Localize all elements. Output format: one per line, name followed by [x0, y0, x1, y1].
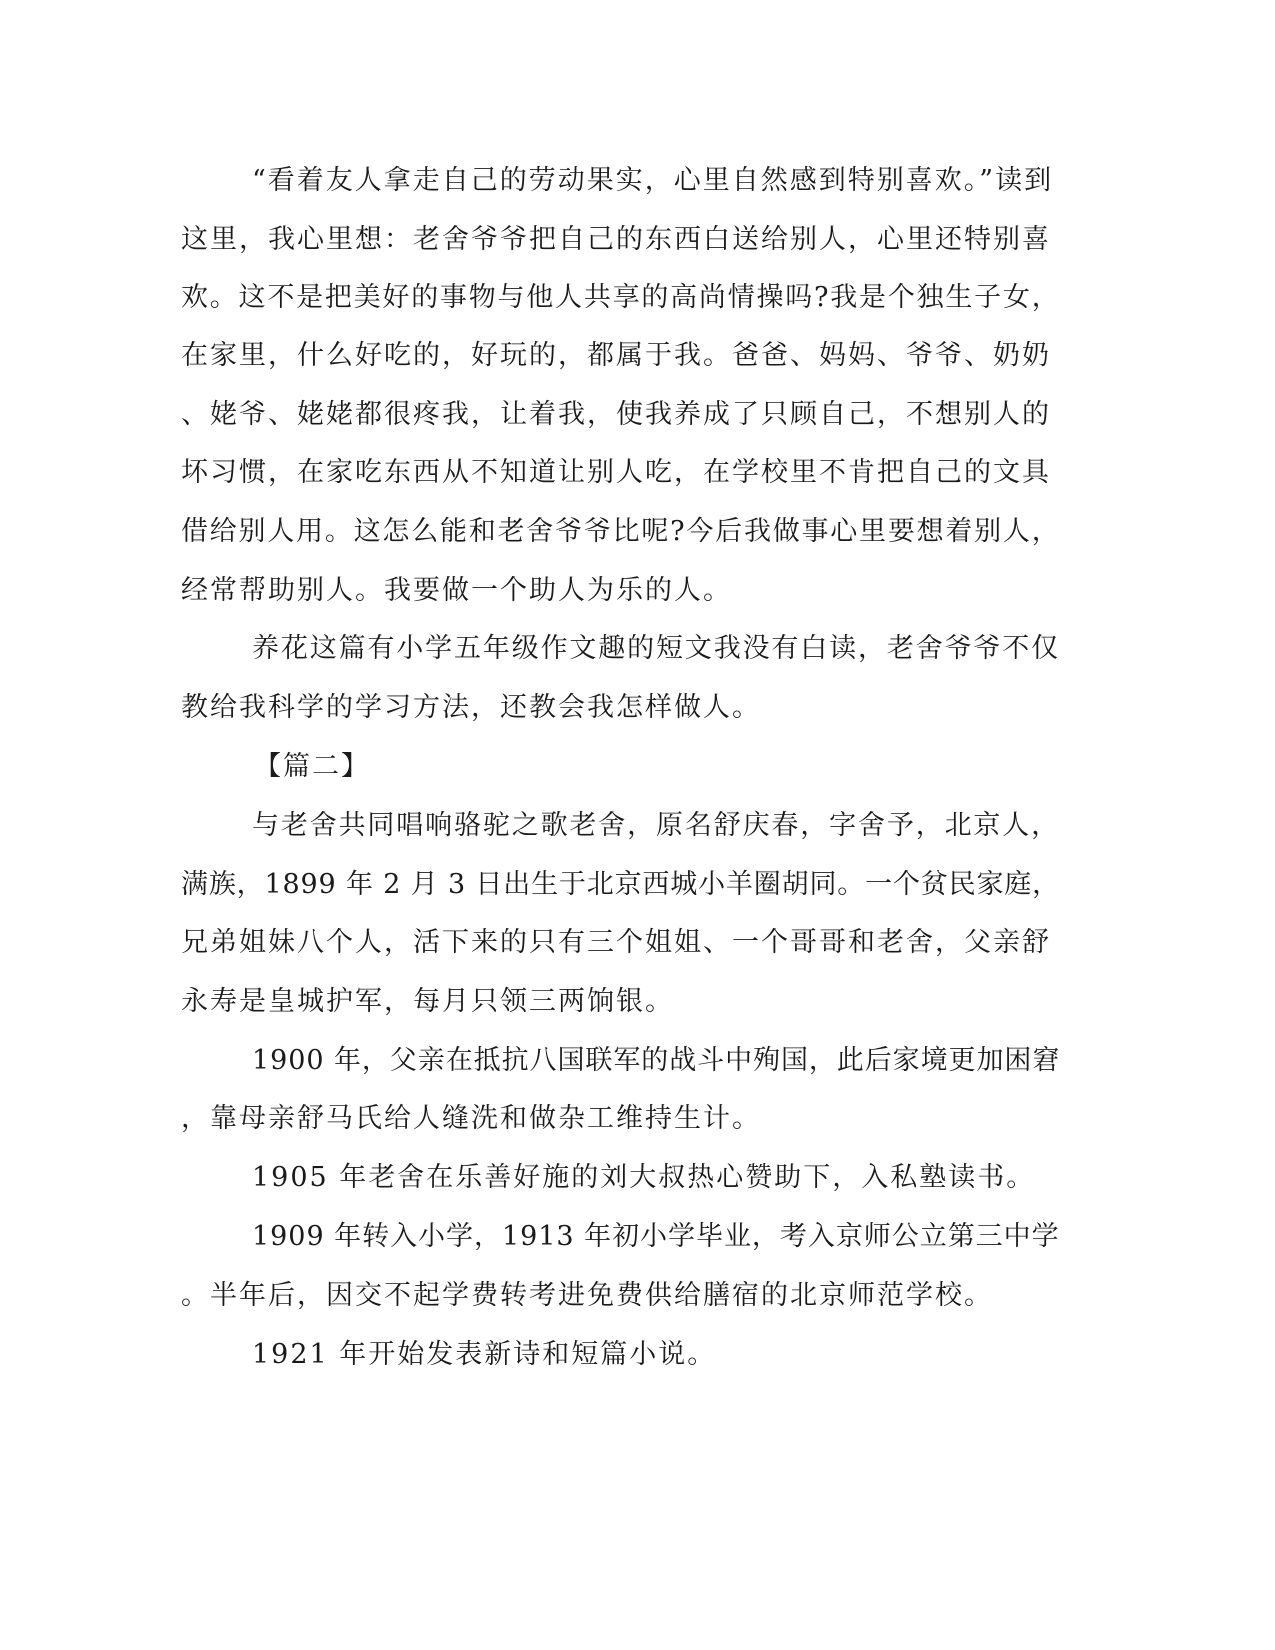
text-line: 这里，我心里想：老舍爷爷把自己的东西白送给别人，心里还特别喜 — [181, 224, 1051, 255]
text-line: ，靠母亲舒马氏给人缝洗和做杂工维持生计。 — [181, 1103, 761, 1134]
text-line: 永寿是皇城护军，每月只领三两饷银。 — [181, 986, 674, 1017]
text-line: 与老舍共同唱响骆驼之歌老舍，原名舒庆春，字舍予，北京人， — [252, 810, 1060, 841]
text-line: 教给我科学的学习方法，还教会我怎样做人。 — [181, 692, 761, 723]
text-line: 1900 年，父亲在抵抗八国联军的战斗中殉国，此后家境更加困窘 — [252, 1045, 1061, 1076]
section-heading: 【篇二】 — [254, 751, 370, 782]
text-line: 欢。这不是把美好的事物与他人共享的高尚情操吗?我是个独生子女， — [181, 282, 1061, 313]
text-line: 坏习惯，在家吃东西从不知道让别人吃，在学校里不肯把自己的文具 — [181, 457, 1051, 488]
text-line: 满族，1899 年 2 月 3 日出生于北京西城小羊圈胡同。一个贫民家庭， — [181, 869, 1060, 900]
text-line: 经常帮助别人。我要做一个助人为乐的人。 — [181, 575, 732, 606]
text-line: 养花这篇有小学五年级作文趣的短文我没有白读，老舍爷爷不仅 — [252, 633, 1060, 664]
text-line: 。半年后，因交不起学费转考进免费供给膳宿的北京师范学校。 — [181, 1280, 993, 1311]
text-line: 、姥爷、姥姥都很疼我，让着我，使我养成了只顾自己，不想别人的 — [181, 399, 1051, 430]
text-line: “看着友人拿走自己的劳动果实，心里自然感到特别喜欢。”读到 — [252, 165, 1054, 196]
text-line: 兄弟姐妹八个人，活下来的只有三个姐姐、一个哥哥和老舍，父亲舒 — [181, 927, 1051, 958]
text-line: 1909 年转入小学，1913 年初小学毕业，考入京师公立第三中学 — [252, 1221, 1060, 1252]
text-line: 1921 年开始发表新诗和短篇小说。 — [252, 1339, 717, 1370]
text-line: 在家里，什么好吃的，好玩的，都属于我。爸爸、妈妈、爷爷、奶奶 — [181, 340, 1051, 371]
text-line: 借给别人用。这怎么能和老舍爷爷比呢?今后我做事心里要想着别人， — [181, 516, 1061, 547]
text-line: 1905 年老舍在乐善好施的刘大叔热心赞助下，入私塾读书。 — [252, 1162, 1036, 1193]
